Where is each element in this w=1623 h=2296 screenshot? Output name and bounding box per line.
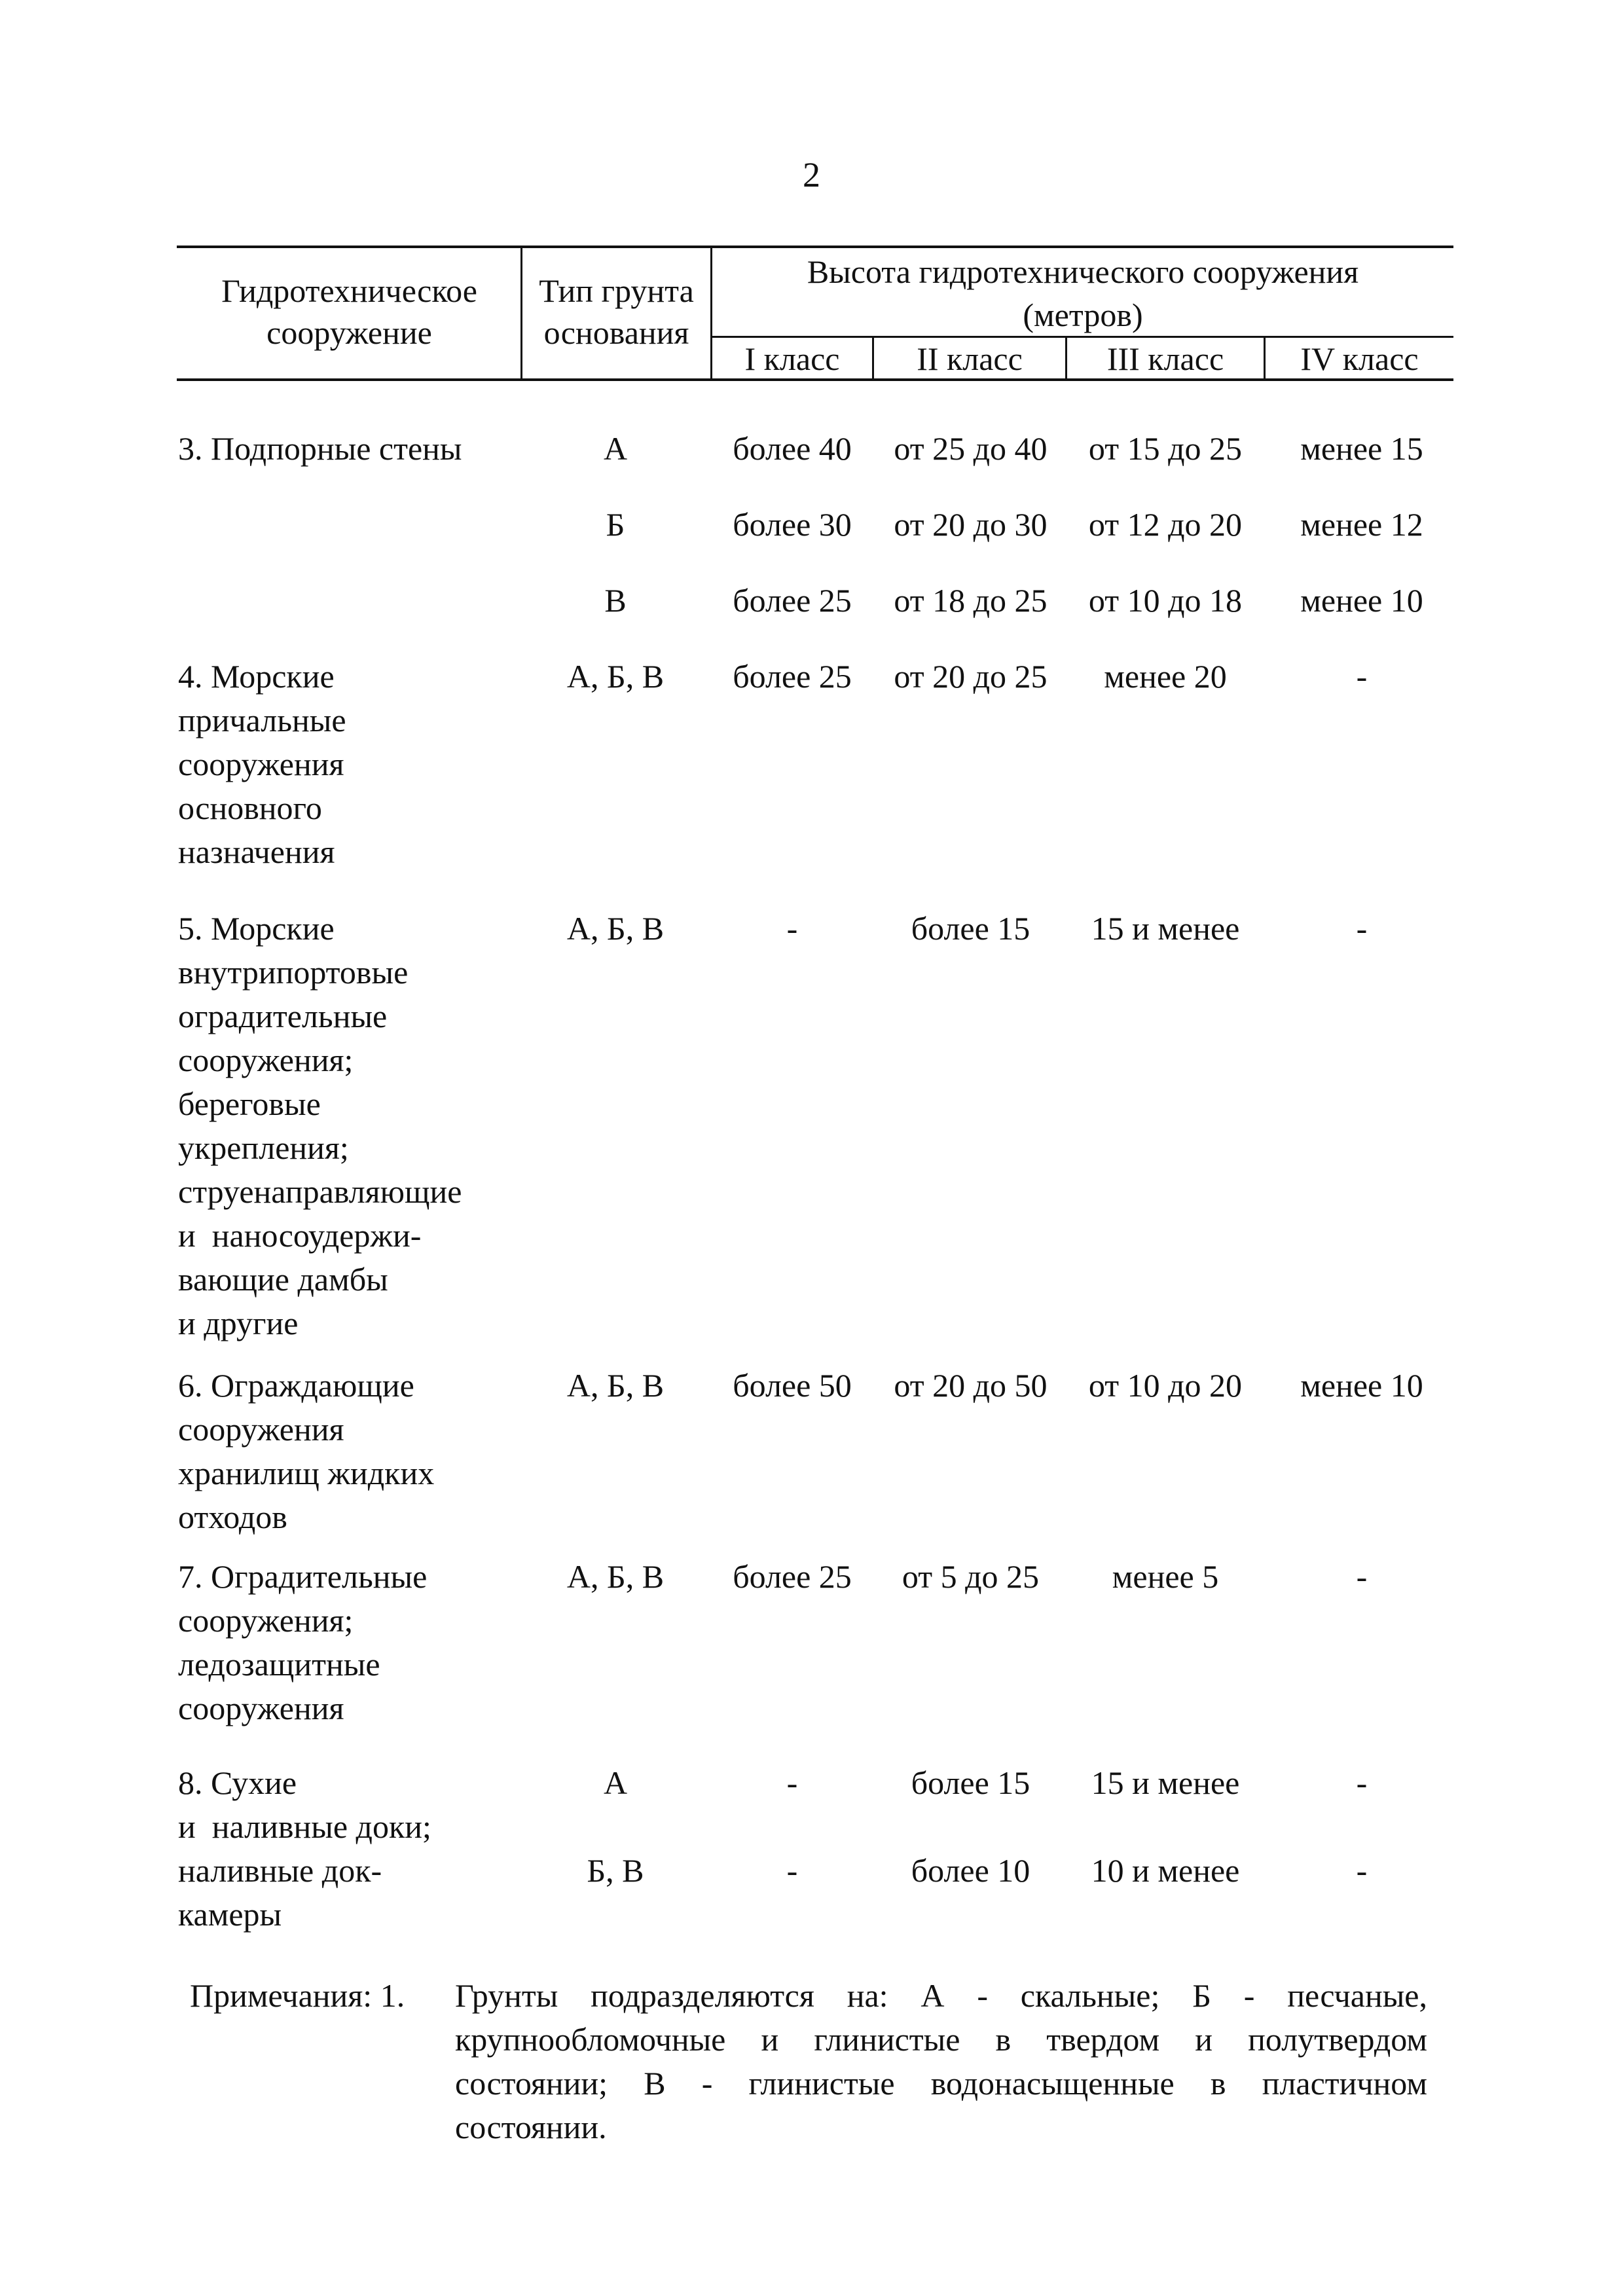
header-class-4: IV класс (1300, 340, 1419, 377)
class-4-cell: менее 15 (1300, 430, 1423, 467)
class-2-cell: от 20 до 50 (894, 1367, 1048, 1404)
structure-name (178, 1761, 431, 1937)
structure-name-line: 7. Оградительные (178, 1558, 428, 1595)
class-3-cell: 15 и менее (1091, 1764, 1240, 1801)
soil-type-cell: А, Б, В (566, 658, 665, 695)
structure-name (178, 655, 346, 874)
soil-type-cell: А, Б, В (566, 910, 665, 947)
class-4-cell: - (1356, 1764, 1368, 1801)
structure-name (178, 907, 462, 1345)
page-number: 2 (803, 155, 820, 194)
header-structure-line-1: Гидротехническое (221, 272, 477, 309)
structure-name-line: причальные (178, 702, 346, 738)
class-4-cell: - (1356, 658, 1368, 695)
soil-type-cell: А, Б, В (566, 1558, 665, 1595)
class-1-cell: более 25 (733, 582, 852, 619)
class-3-cell: от 15 до 25 (1088, 430, 1243, 467)
class-4-cell: - (1356, 1852, 1368, 1889)
structure-name-line: струенаправляющие (178, 1173, 462, 1210)
class-1-cell: более 25 (733, 658, 852, 695)
soil-type-cell: В (604, 582, 627, 619)
class-1-cell: более 50 (733, 1367, 852, 1404)
class-1-cell: - (786, 1852, 798, 1889)
structure-name-line: сооружения (178, 746, 344, 782)
structure-name-line: 8. Сухие (178, 1764, 297, 1801)
header-class-3: III класс (1106, 340, 1224, 377)
notes-line: Грунты подразделяются на: А - скальные; Б - песчаные, (455, 1977, 1427, 2014)
class-1-cell: более 25 (733, 1558, 852, 1595)
class-4-cell: менее 10 (1300, 582, 1423, 619)
structure-name-line: сооружения; (178, 1602, 354, 1639)
structure-name-line: укрепления; (178, 1129, 349, 1166)
structure-name-line: и другие (178, 1305, 299, 1341)
class-3-cell: 15 и менее (1091, 910, 1240, 947)
structure-name-line: внутрипортовые (178, 954, 409, 991)
header-structure-line-2: сооружение (266, 314, 432, 351)
header-soil-type (522, 270, 710, 354)
header-soil-line-2: основания (543, 314, 689, 351)
structure-name-line: 5. Морские (178, 910, 335, 947)
structure-name (178, 427, 462, 471)
header-class-2: II класс (917, 340, 1023, 377)
structure-name-line: 4. Морские (178, 658, 335, 695)
class-4-cell: менее 12 (1300, 506, 1423, 543)
class-2-cell: более 10 (911, 1852, 1030, 1889)
structure-name-line: вающие дамбы (178, 1261, 388, 1298)
soil-type-cell: А (603, 430, 628, 467)
soil-type-cell: Б (606, 506, 625, 543)
class-2-cell: от 18 до 25 (894, 582, 1048, 619)
class-1-cell: более 40 (733, 430, 852, 467)
notes-text (455, 1974, 1427, 2149)
class-3-cell: от 12 до 20 (1088, 506, 1243, 543)
class-1-cell: - (786, 1764, 798, 1801)
notes-label: Примечания: 1. (190, 1977, 405, 2014)
structure-name-line: береговые (178, 1085, 321, 1122)
class-3-cell: от 10 до 20 (1088, 1367, 1243, 1404)
structure-name (178, 1364, 434, 1539)
class-1-cell: - (786, 910, 798, 947)
header-height-line-1: Высота гидротехнического сооружения (807, 253, 1359, 290)
structure-name-line: сооружения (178, 1411, 344, 1448)
class-2-cell: от 25 до 40 (894, 430, 1048, 467)
class-4-cell: - (1356, 1558, 1368, 1595)
class-2-cell: от 20 до 30 (894, 506, 1048, 543)
structure-name-line: хранилищ жидких (178, 1455, 435, 1491)
structure-name-line: сооружения (178, 1690, 344, 1726)
structure-name-line: ледозащитные (178, 1646, 380, 1683)
structure-name-line: наливные док- (178, 1852, 382, 1889)
soil-type-cell: А, Б, В (566, 1367, 665, 1404)
structure-name-line: и наносоудержи- (178, 1217, 422, 1254)
structure-name-line: камеры (178, 1896, 282, 1933)
class-3-cell: менее 20 (1104, 658, 1227, 695)
soil-type-cell: Б, В (587, 1852, 644, 1889)
header-height-line-2: (метров) (1023, 297, 1143, 333)
class-1-cell: более 30 (733, 506, 852, 543)
structure-name-line: назначения (178, 833, 335, 870)
class-2-cell: более 15 (911, 1764, 1030, 1801)
class-2-cell: от 5 до 25 (902, 1558, 1040, 1595)
class-3-cell: менее 5 (1112, 1558, 1219, 1595)
structure-name-line: основного (178, 790, 322, 826)
structure-name-line: и наливные доки; (178, 1808, 431, 1845)
notes-line: состоянии. (455, 2109, 607, 2145)
header-class-1: I класс (744, 340, 840, 377)
class-3-cell: 10 и менее (1091, 1852, 1240, 1889)
structure-name (178, 1555, 427, 1730)
class-3-cell: от 10 до 18 (1088, 582, 1243, 619)
header-height (712, 250, 1453, 337)
structure-name-line: отходов (178, 1499, 287, 1535)
header-soil-line-1: Тип грунта (539, 272, 694, 309)
table-top-border (177, 246, 1453, 248)
structure-name-line: 6. Ограждающие (178, 1367, 414, 1404)
structure-name-line: оградительные (178, 998, 388, 1034)
notes-line: крупнообломочные и глинистые в твердом и полутвердом (455, 2021, 1427, 2058)
class-2-cell: более 15 (911, 910, 1030, 947)
class-4-cell: - (1356, 910, 1368, 947)
structure-name-line: сооружения; (178, 1042, 354, 1078)
notes-line: состоянии; В - глинистые водонасыщенные в пластичном (455, 2065, 1427, 2102)
class-4-cell: менее 10 (1300, 1367, 1423, 1404)
structure-name-line: 3. Подпорные стены (178, 430, 462, 467)
header-structure (178, 270, 520, 354)
soil-type-cell: А (603, 1764, 628, 1801)
class-2-cell: от 20 до 25 (894, 658, 1048, 695)
